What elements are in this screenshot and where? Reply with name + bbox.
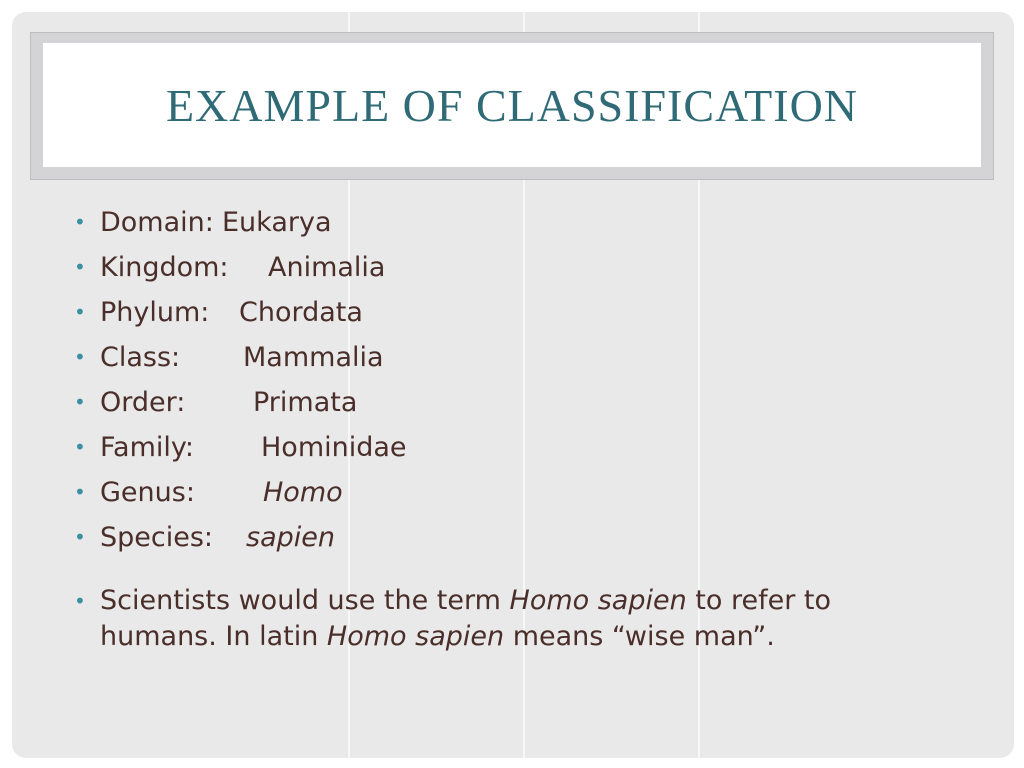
rank-label: Phylum: — [100, 297, 210, 328]
rank-value: Hominidae — [261, 432, 407, 463]
rank-value: Primata — [253, 387, 358, 418]
classification-item-genus — [72, 470, 952, 515]
slide — [12, 12, 1014, 758]
bullet-icon: • — [74, 435, 86, 459]
bullet-icon: • — [74, 300, 86, 324]
rank-label: Domain: — [100, 207, 214, 238]
title-frame — [30, 32, 994, 180]
classification-item-species — [72, 515, 952, 560]
bullet-icon: • — [74, 255, 86, 279]
explanation-note — [72, 583, 940, 655]
classification-item-kingdom — [72, 245, 952, 290]
rank-value: Animalia — [268, 252, 386, 283]
bullet-icon: • — [74, 345, 86, 369]
note-text: to refer to humans. In latin — [100, 585, 832, 652]
classification-item-phylum — [72, 290, 952, 335]
rank-label: Genus: — [100, 477, 195, 508]
bullet-icon: • — [74, 210, 86, 234]
classification-item-domain — [72, 200, 952, 245]
rank-label: Family: — [100, 432, 195, 463]
note-italic-term: Homo sapien — [326, 621, 505, 652]
rank-label: Kingdom: — [100, 252, 229, 283]
classification-item-order — [72, 380, 952, 425]
note-italic-term: Homo sapien — [509, 585, 687, 616]
rank-value: Mammalia — [243, 342, 384, 373]
classification-item-class — [72, 335, 952, 380]
rank-label: Order: — [100, 387, 186, 418]
bullet-icon: • — [74, 480, 86, 504]
rank-label: Species: — [100, 522, 214, 553]
bullet-icon: • — [74, 589, 86, 613]
slide-content — [72, 200, 952, 655]
rank-value: Eukarya — [222, 207, 332, 238]
bullet-icon: • — [74, 525, 86, 549]
rank-label: Class: — [100, 342, 181, 373]
rank-value: Homo — [263, 477, 343, 508]
classification-item-family — [72, 425, 952, 470]
rank-value: Chordata — [239, 297, 363, 328]
note-text: Scientists would use the term — [100, 585, 510, 616]
rank-value: sapien — [246, 522, 335, 553]
bullet-icon: • — [74, 390, 86, 414]
note-text: means “wise man”. — [504, 621, 775, 652]
title-box — [43, 43, 981, 167]
slide-title: EXAMPLE OF CLASSIFICATION — [165, 79, 859, 131]
